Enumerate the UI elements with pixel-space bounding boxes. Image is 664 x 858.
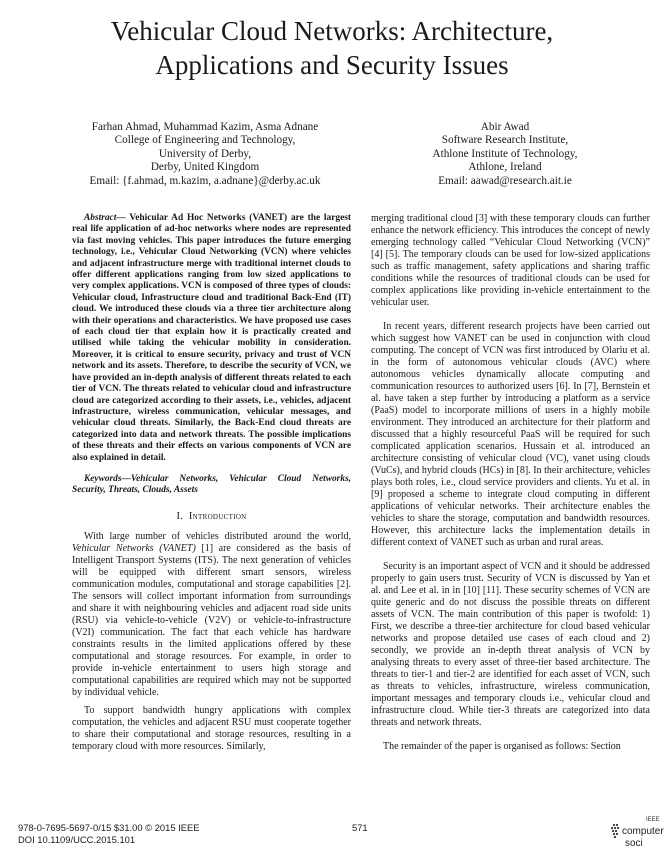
author-location: Athlone, Ireland: [468, 161, 542, 174]
body-paragraph: The remainder of the paper is organised as follows: Section: [383, 741, 621, 752]
doi-line: DOI 10.1109/UCC.2015.101: [18, 834, 136, 845]
author-email: Email: aawad@research.ait.ie: [438, 174, 572, 187]
footer-copyright: [18, 822, 200, 846]
body-paragraph: Security is an important aspect of VCN and it should be addressed properly to gain users trust. Security of VCN is discussed by Yan et al. and Lee et al. in in [10] [11]. These security schemes of VCN are quite generic and do not discuss the possible threats on different assets of VCN. The main contribution of this paper is twofold: 1) First, we describe a three-tier architecture for cloud based vehicular networks and propose detailed use cases of each cloud and 2) secondly, we provide an in-depth threat analysis of VCN by analysing threats to every asset of three-tier based architecture. The threats to tier-1 and tier-2 are identified for each asset of VCN, such as threats to vehicles, infrastructure, wireless communication, important messages and temporary clouds i.e., vehicular cloud and infrastructure cloud. While tier-3 threats are categorized into data threats and network threats.: [371, 561, 650, 728]
author-email: Email: {f.ahmad, m.kazim, a.adnane}@derby.ac.uk: [89, 174, 321, 187]
vanet-term: Vehicular Networks (VANET): [72, 542, 196, 554]
title-line: Vehicular Cloud Networks: Architecture,: [110, 16, 554, 46]
author-affiliation: Software Research Institute,: [441, 134, 569, 147]
intro-paragraph: [72, 531, 351, 699]
abstract-label: Abstract: [84, 213, 117, 223]
paper-title: [0, 14, 664, 82]
isbn-line: 978-0-7695-5697-0/15 $31.00 © 2015 IEEE: [18, 822, 200, 833]
left-column: [72, 213, 351, 808]
logo-text: IEEE: [646, 817, 660, 823]
page-number: 571: [352, 822, 368, 833]
logo-text: soci: [625, 838, 643, 849]
author-names: Abir Awad: [480, 121, 530, 133]
intro-paragraph: To support bandwidth hungry applications with complex computation, the vehicles and adjacent RSU must cooperate together to share their computational and storage resources, resulting in a temporary cloud with more resources. Similarly,: [72, 704, 351, 752]
section-heading: [72, 511, 351, 523]
title-line: Applications and Security Issues: [155, 50, 509, 80]
author-affiliation: College of Engineering and Technology,: [114, 134, 296, 147]
section-number: I.: [176, 510, 184, 522]
body-paragraph: merging traditional cloud [3] with these temporary clouds can further enhance the network efficiency. This introduces the concept of newly emerging technology called “Vehicular Cloud Networking (VCN)” [4] [5]. The temporary clouds can be used for low-sized applications such as traffic management, safety applications and sharing traffic conditions while the resources of traditional clouds can be used for complex applications like providing in-vehicle entertainment to the vehicular user.: [371, 213, 650, 308]
section-title: Introduction: [188, 510, 247, 522]
abstract-text: — Vehicular Ad Hoc Networks (VANET) are the largest real life application of ad-hoc networks where nodes are represented via fast moving vehicles. This paper introduces the future emerging technology, i.e., Vehicular Cloud Networking (VCN) where vehicles and adjacent infrastructure merge with traditional internet clouds to offer different applications ranging from low sized applications to very complex applications. VCN is composed of three types of clouds: Vehicular cloud, Infrastructure cloud and traditional Back-End (IT) cloud. We introduced these clouds via a three tier architecture along with their operations and characteristics. We have proposed use cases of each cloud tier that explain how it is practically created and utilised while taking the vehicular mobility in consideration. Moreover, it is critical to ensure security, privacy and trust of VCN network and its assets. Therefore, to describe the security of VCN, we have provided an in-depth analysis of different threats related to each tier of VCN. The threats related to vehicular cloud and infrastructure cloud are categorized according to their assets, i.e., vehicles, adjacent infrastructure, wireless communication, vehicular messages, and vehicular cloud threats. Similarly, the Back-End cloud threats are categorized into data and network threats. The possible implications of these threats and their effects on various components of VCN are also explained in detail.: [72, 213, 351, 463]
paragraph-text: With large number of vehicles distributed around the world,: [84, 530, 351, 542]
body-paragraph: In recent years, different research projects have been carried out which suggest how VANET can be used in conjunction with cloud computing. The concept of VCN was first introduced by Olariu et al. in the form of autonomous vehicular clouds (AVC) where autonomous vehicles dynamically allocate computing and communication resources to authorized users [6]. In [7], Bernstein et al. have taken a step further by introducing a platform as a service (PaaS) model to incorporate millions of users in a highly mobile environment. They introduced an architecture for their platform and discussed that a highly resourceful PaaS will be required for such complicated application scenarios. Hussain et al. introduced an architecture consisting of vehicular cloud (VC), vanet using clouds (VuCs), and hybrid clouds (HCs) in [8]. In their architecture, vehicles plays both roles, i.e., cloud service providers and clients. Yu et al. in [9] proposed a scheme to integrate cloud computing in different applications of vehicular networks. Their architecture enables the vehicles to share the storage, computation and bandwidth resources. However, this architecture lacks the implementation details in different context of VANET such as urban and rural areas.: [371, 321, 650, 548]
paragraph-text: [1] are considered as the basis of Intelligent Transport Systems (ITS). The next generation of vehicles will be equipped with different smart sensors, wireless communication modules, computational and storage capabilities [2]. The sensors will collect important information from surroundings and share it with neighbouring vehicles and adjacent road side units (RSU) via vehicle-to-vehicle (V2V) or vehicle-to-infrastructure (V2I) communication. The fact that each vehicle has hardware constraints results in the limited applications offered by these computational and storage resources. For example, in order to provide in-vehicle entertainment to users high storage and computational capabilities are required which may not be supported by individual vehicle.: [72, 542, 351, 698]
ieee-computer-society-logo-icon: [606, 812, 664, 852]
author-location: Derby, United Kingdom: [150, 161, 260, 174]
right-column: [371, 213, 650, 808]
logo-text: computer: [622, 826, 664, 837]
author-block-1: [40, 121, 370, 188]
author-affiliation: Athlone Institute of Technology,: [432, 147, 578, 160]
keywords: Keywords—Vehicular Networks, Vehicular Cloud Networks, Security, Threats, Clouds, Assets: [72, 473, 351, 496]
abstract: [72, 213, 351, 464]
author-affiliation: University of Derby,: [158, 147, 252, 160]
author-names: Farhan Ahmad, Muhammad Kazim, Asma Adnane: [91, 121, 319, 133]
author-block-2: [370, 121, 640, 188]
